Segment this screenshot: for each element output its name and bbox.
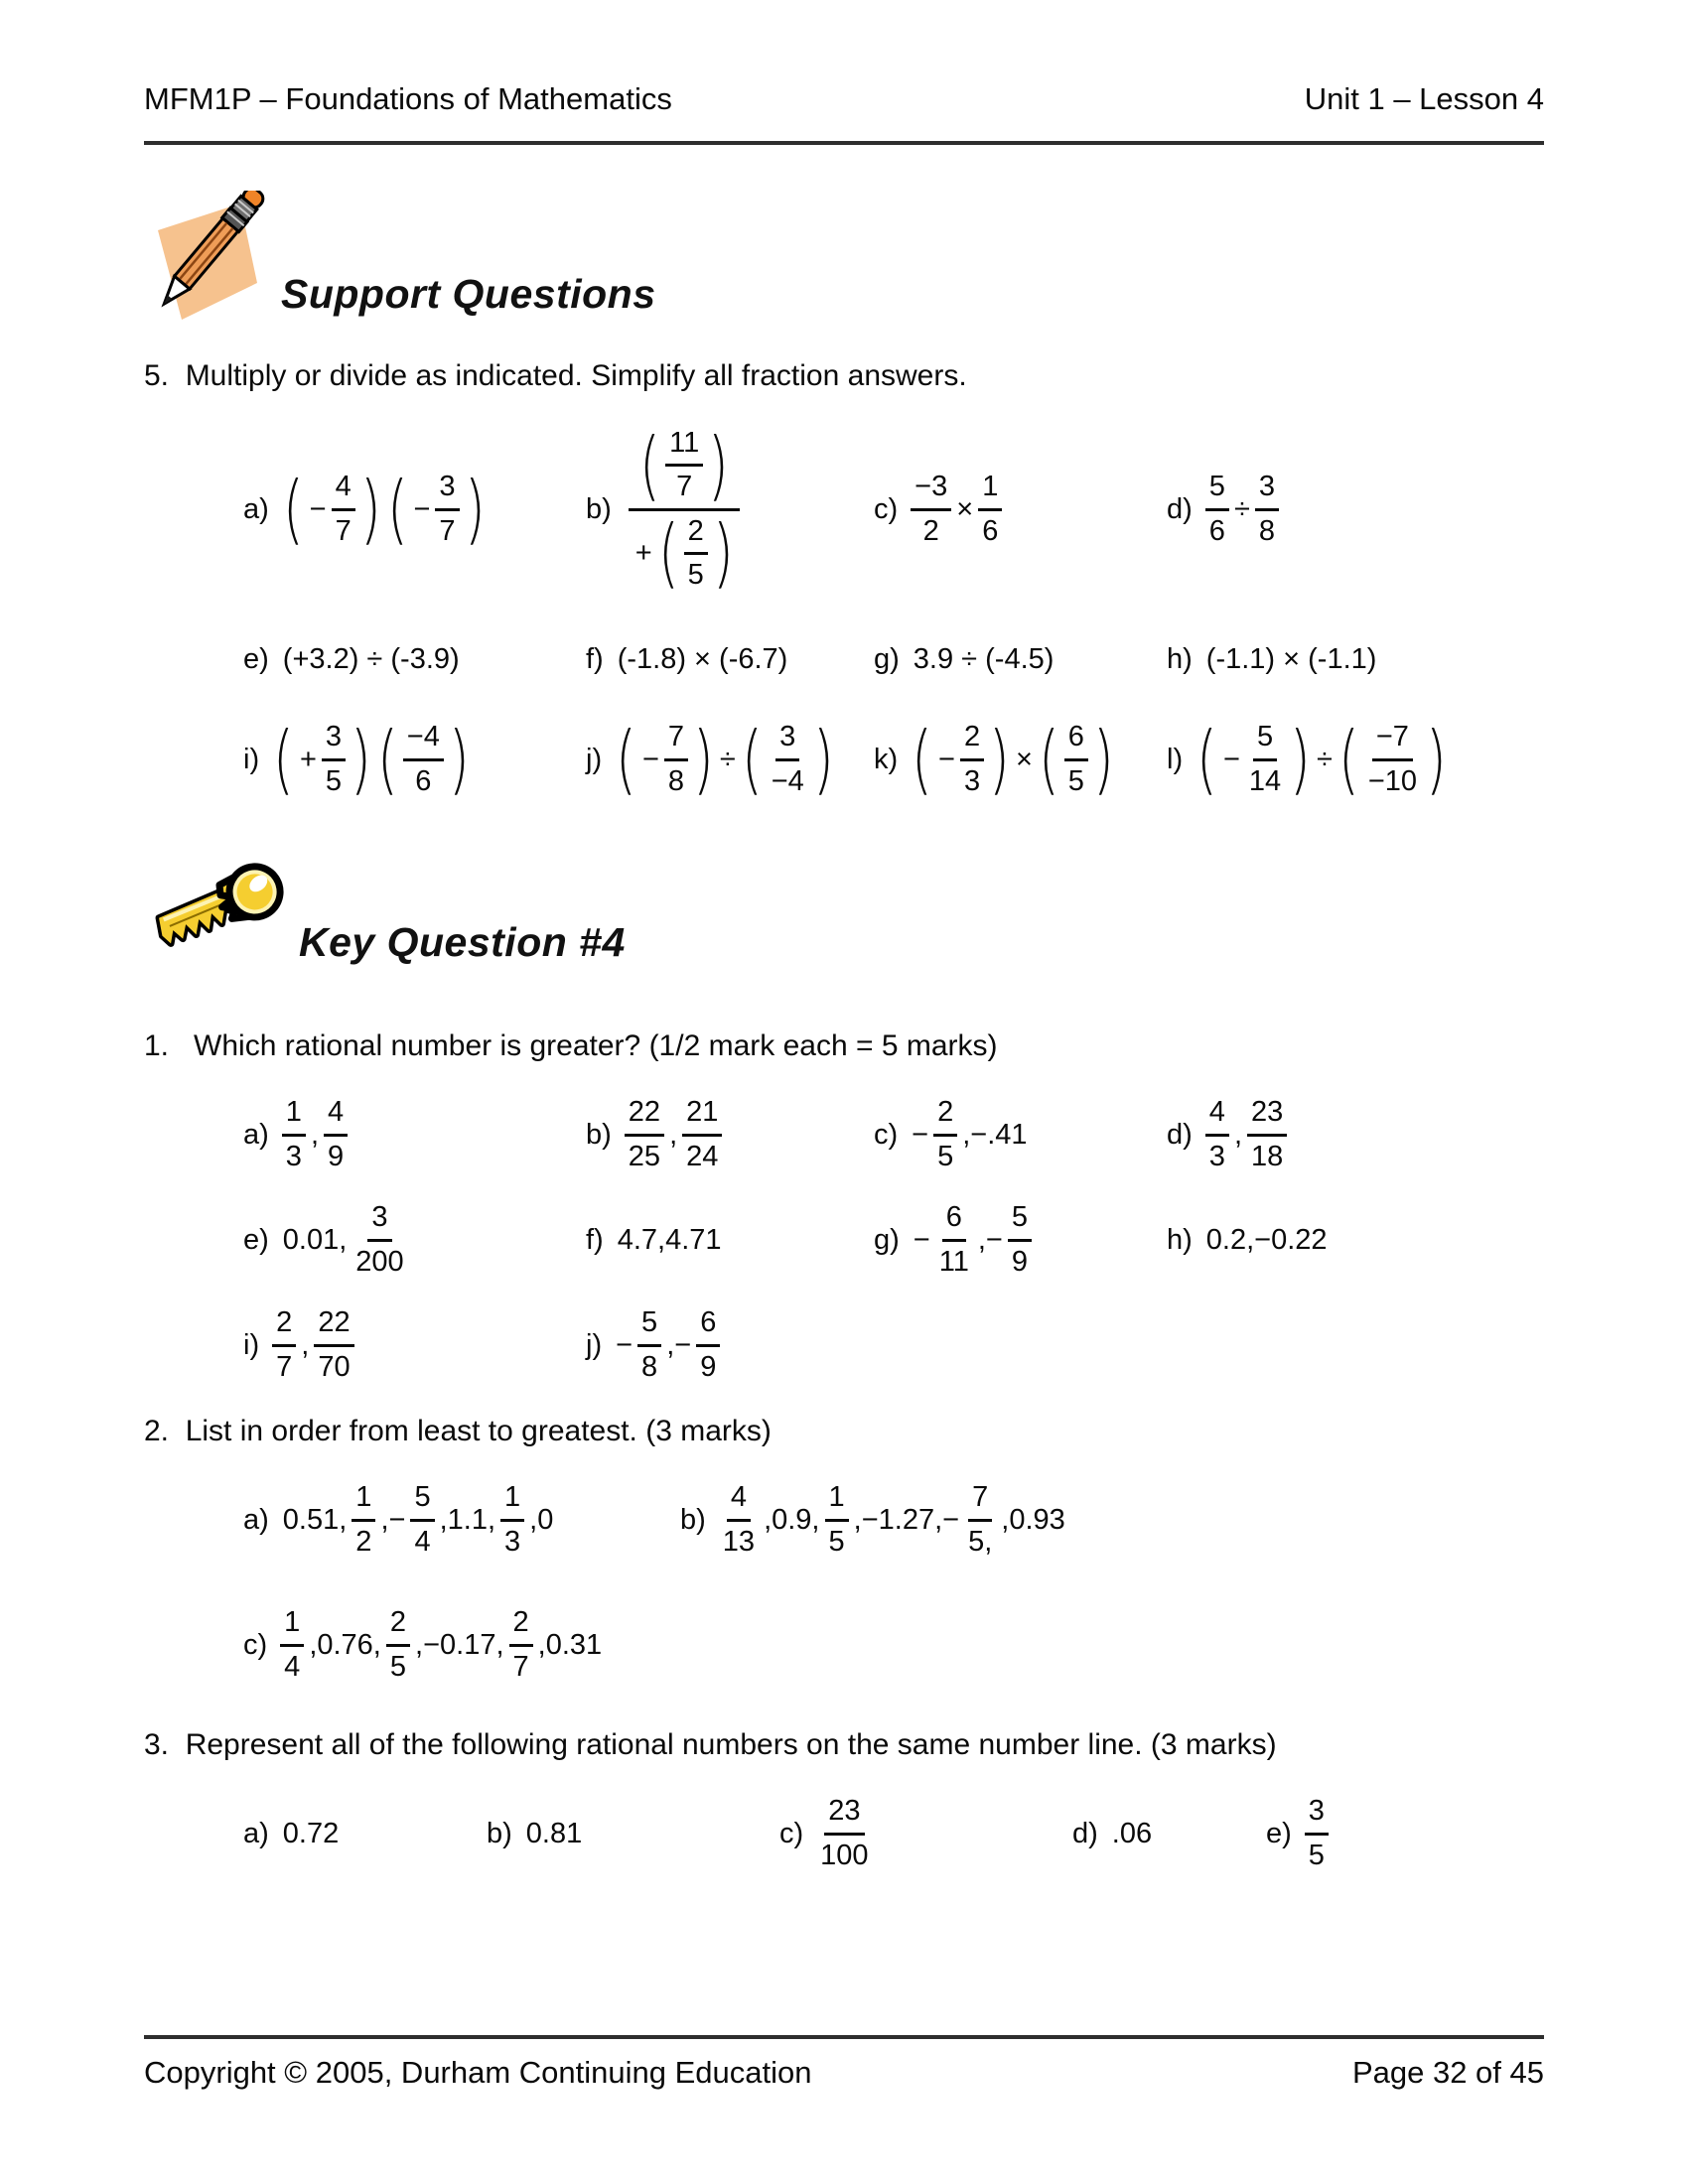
fraction xyxy=(386,1605,410,1685)
expression-item xyxy=(586,643,874,676)
fraction-denominator: 7 xyxy=(676,471,693,503)
fraction xyxy=(352,1200,407,1280)
math-text: .06 xyxy=(1111,1817,1153,1849)
item-label: f) xyxy=(586,1223,604,1256)
math-expression: ( − $\frac{4}{7}$ ) ( − $\frac{3}{7}$ ) xyxy=(282,466,486,553)
q5-row-3 xyxy=(144,710,1544,809)
fraction xyxy=(816,1794,872,1873)
copyright-text: Copyright © 2005, Durham Continuing Education xyxy=(144,2055,812,2090)
fraction-numerator: 4 xyxy=(1205,1095,1229,1136)
math-text: , xyxy=(301,1328,310,1361)
fraction-numerator: −4 xyxy=(403,720,444,760)
item-label: a) xyxy=(243,1503,269,1536)
math-text: ,−.41 xyxy=(962,1118,1028,1151)
question1-prompt: 1. Which rational number is greater? (1/2 mark each = 5 marks) xyxy=(144,1029,998,1062)
item-label: c) xyxy=(874,492,899,525)
fraction-denominator: 5 xyxy=(1067,764,1084,797)
math-expression xyxy=(909,1095,1030,1174)
expression-item xyxy=(874,716,1167,803)
fraction-numerator: 5 xyxy=(1205,470,1229,510)
math-expression xyxy=(615,643,791,676)
math-expression xyxy=(615,1224,725,1257)
fraction-numerator: 23 xyxy=(1247,1095,1287,1136)
expression-item xyxy=(1167,716,1544,803)
expression-item xyxy=(586,1095,874,1174)
fraction xyxy=(280,1605,304,1685)
math-text: 4.7,4.71 xyxy=(617,1223,722,1256)
fraction-denominator: 7 xyxy=(512,1650,529,1683)
fraction-denominator: 24 xyxy=(686,1140,719,1172)
fraction xyxy=(324,1095,348,1174)
fraction-denominator: 3 xyxy=(963,764,981,797)
item-label: l) xyxy=(1167,743,1184,775)
math-expression xyxy=(1303,1794,1331,1873)
q2-row-1 xyxy=(144,1470,1544,1570)
fraction-numerator: 2 xyxy=(386,1605,410,1646)
expression-item xyxy=(243,1605,1544,1685)
math-text: − xyxy=(938,743,955,775)
unit-lesson-label: Unit 1 – Lesson 4 xyxy=(1304,81,1544,116)
fraction xyxy=(332,470,355,549)
math-text: ,−0.17, xyxy=(415,1628,504,1661)
fraction xyxy=(682,1095,722,1174)
expression-item xyxy=(586,1305,874,1385)
support-questions-header xyxy=(144,191,1544,324)
fraction-denominator: 2 xyxy=(922,514,939,547)
fraction-numerator: 1 xyxy=(282,1095,306,1136)
math-expression xyxy=(911,643,1057,676)
fraction-numerator: 6 xyxy=(696,1305,720,1346)
fraction-numerator: −3 xyxy=(911,470,951,510)
expression-item xyxy=(1167,1095,1544,1174)
item-label: k) xyxy=(874,743,899,775)
fraction xyxy=(435,470,459,549)
expression-item xyxy=(243,466,586,553)
math-expression xyxy=(623,423,747,597)
q5-row-2 xyxy=(144,643,1544,676)
math-expression xyxy=(1203,470,1281,549)
expression-item xyxy=(586,423,874,597)
math-text: , xyxy=(310,1118,319,1151)
math-text: (-1.1) × (-1.1) xyxy=(1205,643,1377,675)
expression-item xyxy=(680,1480,1544,1560)
item-label: g) xyxy=(874,1223,900,1256)
fraction-denominator: 5 xyxy=(1308,1839,1325,1871)
math-expression xyxy=(814,1794,874,1873)
expression-item xyxy=(243,1818,487,1850)
fraction-denominator: 5, xyxy=(968,1525,993,1558)
item-label: j) xyxy=(586,1328,603,1361)
fraction xyxy=(933,1095,957,1174)
fraction-denominator: 11 xyxy=(938,1245,969,1278)
math-expression xyxy=(1203,643,1380,676)
math-text: − xyxy=(1222,743,1240,775)
expression-item xyxy=(1266,1794,1544,1873)
fraction-denominator: 25 xyxy=(628,1140,661,1172)
fraction xyxy=(500,1480,524,1560)
fraction-numerator: 3 xyxy=(322,720,346,760)
support-questions-title: Support Questions xyxy=(281,271,656,317)
fraction-denominator: 4 xyxy=(284,1650,301,1683)
q5-row-1 xyxy=(144,415,1544,604)
math-text: − xyxy=(641,743,659,775)
fraction xyxy=(964,1480,996,1560)
fraction-denominator: −10 xyxy=(1367,764,1418,797)
expression-item xyxy=(1072,1818,1266,1850)
item-label: c) xyxy=(243,1628,268,1661)
fraction-numerator: 3 xyxy=(367,1200,391,1241)
fraction-numerator: 4 xyxy=(324,1095,348,1136)
fraction xyxy=(282,1095,306,1174)
math-expression xyxy=(613,1305,722,1385)
item-label: d) xyxy=(1167,492,1193,525)
math-text: − xyxy=(912,1118,929,1151)
math-expression: ( − $\frac{7}{8}$ ) ÷ ( $\frac{3}{-4}$ ) xyxy=(616,716,834,803)
fraction xyxy=(684,514,708,594)
fraction-denominator: 9 xyxy=(700,1350,717,1383)
fraction xyxy=(696,1305,720,1385)
expression-item xyxy=(243,1480,680,1560)
math-expression xyxy=(623,1095,725,1174)
expression-item xyxy=(586,716,874,803)
math-text: − xyxy=(616,1328,633,1361)
fraction-denominator: 100 xyxy=(820,1839,869,1871)
item-label: a) xyxy=(243,1817,269,1849)
expression-item xyxy=(243,1200,586,1280)
fraction-denominator: 6 xyxy=(415,764,432,797)
fraction-numerator: −7 xyxy=(1372,720,1413,760)
question2-prompt: 2. List in order from least to greatest. (3 marks) xyxy=(144,1415,772,1447)
question5-prompt: 5. Multiply or divide as indicated. Simplify all fraction answers. xyxy=(144,359,967,392)
fraction-denominator: 5 xyxy=(937,1140,954,1172)
math-expression xyxy=(270,1305,355,1385)
item-label: h) xyxy=(1167,643,1193,675)
fraction-numerator: 11 xyxy=(665,426,703,467)
item-label: c) xyxy=(874,1118,899,1151)
fraction-denominator: 6 xyxy=(982,514,999,547)
expression-item xyxy=(779,1794,1072,1873)
fraction xyxy=(637,1305,661,1385)
q2-row-2 xyxy=(144,1595,1544,1695)
fraction-numerator: 3 xyxy=(1305,1794,1329,1835)
item-label: f) xyxy=(586,643,604,675)
math-text: + xyxy=(634,536,652,569)
fraction-denominator: 70 xyxy=(318,1350,351,1383)
math-text: 3.9 ÷ (-4.5) xyxy=(913,643,1055,675)
math-text: 0.81 xyxy=(525,1817,583,1849)
math-text: ,0.9, xyxy=(764,1503,820,1536)
expression-item xyxy=(243,643,586,676)
fraction-numerator: 5 xyxy=(637,1305,661,1346)
fraction xyxy=(403,720,444,799)
complex-fraction-denominator: + ( $\frac{2}{5}$ ) xyxy=(634,509,734,598)
fraction-numerator: 1 xyxy=(352,1480,375,1521)
pencil-icon xyxy=(144,191,275,324)
math-text: (+3.2) ÷ (-3.9) xyxy=(282,643,460,675)
fraction-denominator: 5 xyxy=(828,1525,845,1558)
fraction-numerator: 1 xyxy=(500,1480,524,1521)
fraction-denominator: 3 xyxy=(285,1140,302,1172)
math-expression: ( + $\frac{3}{5}$ ) ( $\frac{-4}{6}$ ) xyxy=(273,716,470,803)
fraction-numerator: 3 xyxy=(775,720,799,760)
math-expression xyxy=(280,1200,410,1280)
math-text: ÷ xyxy=(719,743,736,775)
math-expression xyxy=(909,470,1004,549)
fraction xyxy=(1008,1200,1032,1280)
fraction-numerator: 21 xyxy=(682,1095,722,1136)
fraction-denominator: 3 xyxy=(1208,1140,1225,1172)
expression-item xyxy=(874,1095,1167,1174)
fraction-denominator: 5 xyxy=(325,764,343,797)
item-label: h) xyxy=(1167,1223,1193,1256)
fraction-denominator: 18 xyxy=(1251,1140,1284,1172)
expression-item xyxy=(586,1224,874,1257)
math-text: × xyxy=(956,492,974,525)
expression-item xyxy=(243,716,586,803)
expression-item xyxy=(243,1305,586,1385)
math-text: 0.01, xyxy=(282,1223,348,1256)
fraction xyxy=(625,1095,664,1174)
fraction-denominator: 2 xyxy=(355,1525,372,1558)
fraction xyxy=(1064,720,1088,799)
fraction xyxy=(410,1480,434,1560)
expression-item xyxy=(1167,643,1544,676)
item-label: b) xyxy=(487,1817,512,1849)
math-expression xyxy=(280,1095,350,1174)
item-label: b) xyxy=(680,1503,706,1536)
fraction-numerator: 1 xyxy=(280,1605,304,1646)
fraction-numerator: 22 xyxy=(625,1095,664,1136)
math-text: ,0 xyxy=(529,1503,554,1536)
fraction xyxy=(1245,720,1285,799)
fraction-denominator: 5 xyxy=(687,558,704,591)
item-label: a) xyxy=(243,1118,269,1151)
fraction xyxy=(825,1480,849,1560)
fraction-denominator: 8 xyxy=(667,764,685,797)
fraction-denominator: 200 xyxy=(355,1245,404,1278)
fraction-denominator: 13 xyxy=(722,1525,756,1558)
fraction-denominator: 5 xyxy=(389,1650,407,1683)
fraction-numerator: 6 xyxy=(942,1200,966,1241)
math-text: ÷ xyxy=(1233,492,1250,525)
math-text: × xyxy=(1015,743,1033,775)
math-text: ,− xyxy=(666,1328,692,1361)
q1-row-1 xyxy=(144,1085,1544,1184)
key-icon xyxy=(144,857,293,968)
math-text: ÷ xyxy=(1317,743,1333,775)
fraction-numerator: 23 xyxy=(824,1794,864,1835)
fraction-denominator: 6 xyxy=(1208,514,1225,547)
expression-item xyxy=(243,1095,586,1174)
fraction-numerator: 7 xyxy=(664,720,688,760)
fraction-denominator: 14 xyxy=(1248,764,1282,797)
item-label: e) xyxy=(243,643,269,675)
fraction xyxy=(1205,470,1229,549)
math-text: (-1.8) × (-6.7) xyxy=(617,643,788,675)
math-text: 0.51, xyxy=(282,1503,348,1536)
question3-prompt: 3. Represent all of the following rational numbers on the same number line. (3 marks) xyxy=(144,1728,1277,1761)
q1-row-2 xyxy=(144,1190,1544,1290)
expression-item xyxy=(874,470,1167,549)
math-text: , xyxy=(1233,1118,1242,1151)
math-expression xyxy=(280,643,463,676)
math-expression xyxy=(1203,1095,1289,1174)
fraction xyxy=(665,426,703,505)
fraction xyxy=(509,1605,533,1685)
math-expression xyxy=(717,1480,1068,1560)
math-expression xyxy=(278,1605,605,1685)
fraction xyxy=(664,720,688,799)
fraction xyxy=(1205,1095,1229,1174)
fraction-numerator: 6 xyxy=(1064,720,1088,760)
fraction xyxy=(911,470,951,549)
item-label: i) xyxy=(243,1328,260,1361)
page-footer xyxy=(144,2035,1544,2091)
math-expression xyxy=(523,1818,585,1850)
fraction-numerator: 7 xyxy=(968,1480,992,1521)
fraction-numerator: 4 xyxy=(332,470,355,510)
math-expression xyxy=(280,1480,557,1560)
math-text: , xyxy=(669,1118,678,1151)
key-question-header xyxy=(144,857,1544,968)
item-label: d) xyxy=(1072,1817,1098,1849)
fraction-denominator: 9 xyxy=(328,1140,345,1172)
q3-row-1 xyxy=(144,1784,1544,1883)
fraction-numerator: 5 xyxy=(1008,1200,1032,1241)
course-title: MFM1P – Foundations of Mathematics xyxy=(144,81,672,116)
math-text: ,0.31 xyxy=(537,1628,603,1661)
math-text: ,−1.27,− xyxy=(853,1503,960,1536)
math-text: 0.72 xyxy=(282,1817,340,1849)
fraction xyxy=(322,720,346,799)
math-text: ,0.76, xyxy=(309,1628,381,1661)
fraction xyxy=(1364,720,1421,799)
fraction xyxy=(1247,1095,1287,1174)
item-label: i) xyxy=(243,743,260,775)
expression-item xyxy=(874,1200,1167,1280)
fraction-denominator: 7 xyxy=(335,514,352,547)
item-label: e) xyxy=(1266,1817,1292,1849)
fraction-denominator: 7 xyxy=(439,514,456,547)
math-expression xyxy=(911,1200,1034,1280)
item-label: b) xyxy=(586,492,612,525)
fraction xyxy=(314,1305,353,1385)
fraction-denominator: 8 xyxy=(1258,514,1275,547)
item-label: d) xyxy=(1167,1118,1193,1151)
fraction-numerator: 4 xyxy=(727,1480,751,1521)
fraction xyxy=(768,720,808,799)
page-number: Page 32 of 45 xyxy=(1351,2055,1544,2090)
math-text: − xyxy=(309,492,327,525)
math-text: ,1.1, xyxy=(439,1503,496,1536)
math-expression: ( − $\frac{2}{3}$ ) × ( $\frac{6}{5}$ ) xyxy=(912,716,1114,803)
fraction-denominator: 4 xyxy=(414,1525,431,1558)
fraction-denominator: 9 xyxy=(1011,1245,1028,1278)
fraction-numerator: 2 xyxy=(509,1605,533,1646)
item-label: c) xyxy=(779,1817,804,1849)
fraction-denominator: 7 xyxy=(276,1350,293,1383)
math-expression: ( − $\frac{5}{14}$ ) ÷ ( $\frac{-7}{-10}$ ) xyxy=(1196,716,1447,803)
fraction-numerator: 22 xyxy=(314,1305,353,1346)
fraction-numerator: 3 xyxy=(435,470,459,510)
expression-item xyxy=(1167,470,1544,549)
fraction-numerator: 2 xyxy=(960,720,984,760)
expression-item xyxy=(487,1818,779,1850)
page-header xyxy=(144,81,1544,145)
expression-item xyxy=(1167,1224,1544,1257)
fraction-numerator: 1 xyxy=(825,1480,849,1521)
fraction-numerator: 3 xyxy=(1255,470,1279,510)
math-text: + xyxy=(299,743,317,775)
fraction-denominator: −4 xyxy=(771,764,804,797)
fraction xyxy=(719,1480,759,1560)
fraction xyxy=(272,1305,296,1385)
complex-fraction xyxy=(625,423,745,597)
math-text: 0.2,−0.22 xyxy=(1205,1223,1328,1256)
math-text: ,0.93 xyxy=(1001,1503,1065,1536)
fraction xyxy=(1305,1794,1329,1873)
math-text: ,− xyxy=(380,1503,406,1536)
fraction-numerator: 2 xyxy=(933,1095,957,1136)
complex-fraction-numerator: ( $\frac{11}{7}$ ) xyxy=(629,423,740,511)
item-label: j) xyxy=(586,743,603,775)
math-expression xyxy=(1109,1818,1155,1850)
fraction-numerator: 5 xyxy=(1253,720,1277,760)
math-text: − xyxy=(413,492,431,525)
fraction xyxy=(960,720,984,799)
fraction-numerator: 2 xyxy=(272,1305,296,1346)
fraction xyxy=(352,1480,375,1560)
math-expression xyxy=(280,1818,342,1850)
item-label: a) xyxy=(243,492,269,525)
item-label: b) xyxy=(586,1118,612,1151)
fraction-denominator: 8 xyxy=(641,1350,658,1383)
math-text: − xyxy=(913,1223,930,1256)
math-text: ,− xyxy=(977,1223,1003,1256)
fraction xyxy=(1255,470,1279,549)
expression-item xyxy=(874,643,1167,676)
fraction-numerator: 1 xyxy=(978,470,1002,510)
math-expression xyxy=(1203,1224,1331,1257)
fraction xyxy=(935,1200,973,1280)
fraction xyxy=(978,470,1002,549)
fraction-numerator: 2 xyxy=(684,514,708,555)
item-label: e) xyxy=(243,1223,269,1256)
item-label: g) xyxy=(874,643,900,675)
q1-row-3 xyxy=(144,1296,1544,1395)
key-question-title: Key Question #4 xyxy=(299,919,626,965)
fraction-numerator: 5 xyxy=(410,1480,434,1521)
fraction-denominator: 3 xyxy=(504,1525,521,1558)
